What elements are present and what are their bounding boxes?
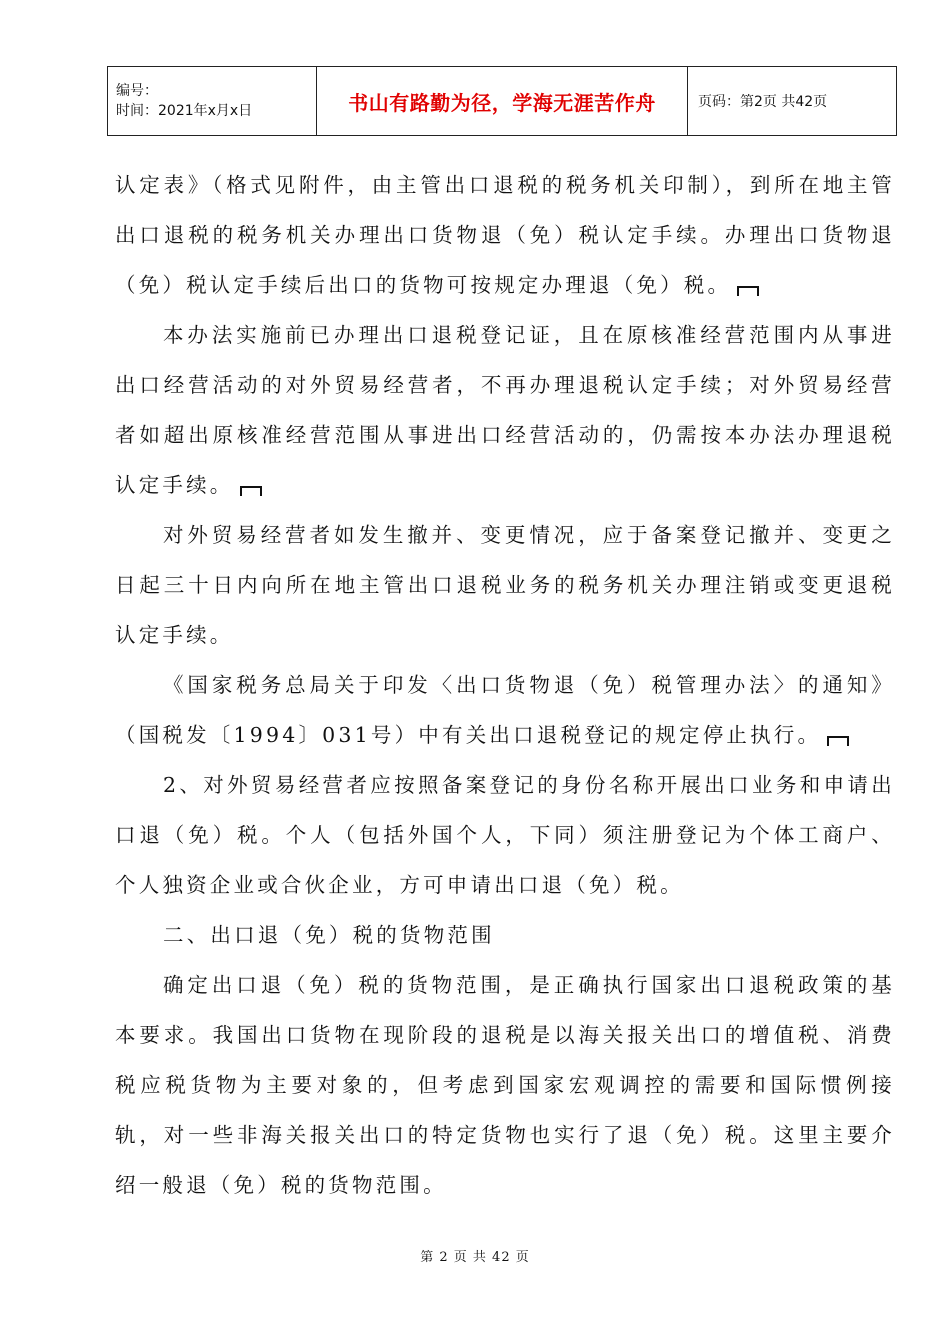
paragraph-1-text: 认定表》（格式见附件，由主管出口退税的税务机关印制），到所在地主管出口退税的税务机关办理出口货物退（免）税认定手续。办理出口货物退（免）税认定手续后出口的货物可按规定办理退（免）税。 — [115, 173, 895, 297]
paragraph-4-text: 《国家税务总局关于印发〈出口货物退（免）税管理办法〉的通知》（国税发〔1994〕031号）中有关出口退税登记的规定停止执行。 — [115, 673, 895, 747]
document-body — [115, 160, 895, 1210]
paragraph-5: 2、对外贸易经营者应按照备案登记的身份名称开展出口业务和申请出口退（免）税。个人（包括外国个人，下同）须注册登记为个体工商户、个人独资企业或合伙企业，方可申请出口退（免）税。 — [115, 773, 895, 897]
page-footer: 第 2 页 共 42 页 — [420, 1250, 530, 1265]
paragraph-3: 对外贸易经营者如发生撤并、变更情况，应于备案登记撤并、变更之日起三十日内向所在地主管出口退税业务的税务机关办理注销或变更退税认定手续。 — [115, 523, 895, 647]
paragraph-1 — [115, 160, 895, 310]
header-motto: 书山有路勤为径，学海无涯苦作舟 — [317, 67, 688, 136]
header-page-info: 页码：第2页 共42页 — [688, 67, 897, 136]
document-number-label: 编号： — [116, 83, 158, 99]
section-heading: 二、出口退（免）税的货物范围 — [163, 923, 495, 947]
document-date: 时间：2021年x月x日 — [116, 103, 253, 119]
paragraph-2 — [115, 310, 895, 510]
paragraph-4 — [115, 660, 895, 760]
header-meta — [108, 67, 317, 136]
paragraph-mark-icon — [737, 286, 759, 296]
document-header — [107, 66, 897, 136]
paragraph-mark-icon — [827, 736, 849, 746]
paragraph-7: 确定出口退（免）税的货物范围，是正确执行国家出口退税政策的基本要求。我国出口货物在现阶段的退税是以海关报关出口的增值税、消费税应税货物为主要对象的，但考虑到国家宏观调控的需要和国际惯例接轨，对一些非海关报关出口的特定货物也实行了退（免）税。这里主要介绍一般退（免）税的货物范围。 — [115, 973, 895, 1197]
paragraph-mark-icon — [240, 486, 262, 496]
paragraph-2-text: 本办法实施前已办理出口退税登记证，且在原核准经营范围内从事进出口经营活动的对外贸易经营者，不再办理退税认定手续；对外贸易经营者如超出原核准经营范围从事进出口经营活动的，仍需按本办法办理退税认定手续。 — [115, 323, 895, 497]
